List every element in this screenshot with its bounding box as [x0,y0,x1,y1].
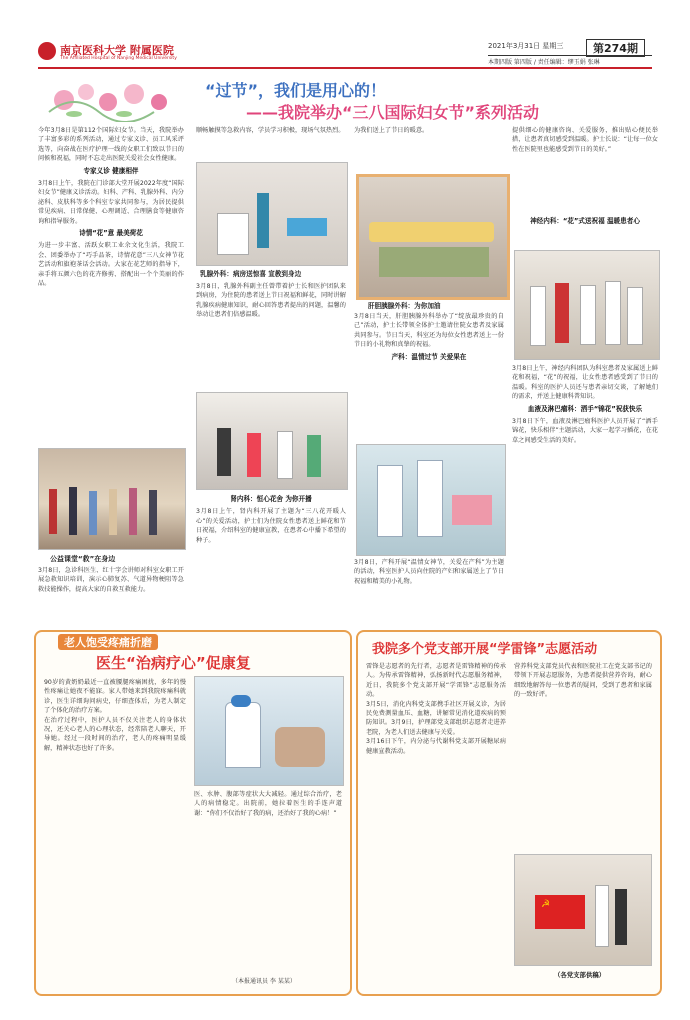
article-col2-lower [196,492,346,626]
masthead [38,40,652,66]
subheading-neurology-wrap [512,214,658,238]
box-left-col1 [44,678,186,988]
article-col3 [354,312,504,422]
subheading-flowers: 诗情“花”意 最美荷花 [79,229,143,238]
article-col1-lower [38,566,184,626]
box-right-col2 [514,662,652,850]
subheading-clinic: 专家义诊 健康相伴 [83,166,139,175]
logo-text: 南京医科大学 附属医院 [60,44,174,57]
caption-first-aid: 公益课堂“救”在身边 [50,555,116,563]
photo-hepatobiliary [356,174,510,300]
subheading-obstetrics: 产科：温情过节 关爱果在 [391,352,467,361]
headline-line2: ——我院举办“三八国际妇女节”系列活动 [246,103,540,122]
editor-line: 本期四版 第四版 / 责任编辑：缪玉娟 张琳 [488,55,652,66]
caption-hepatobiliary: 肝胆胰腺外科：为你加油 [368,302,441,310]
obstetrics-text: 3月8日，产科开展“温情女神节，关爱在产科”为主题的活动，科室医护人员向住院的产妇和家属送上了节日祝福和精美的小礼物。 [354,559,504,585]
neurology-text: 3月8日上午，神经内科团队为科室患者及家属送上鲜花和祝福，“花”的祝福，让女性患者感受到了节日的温暖。科室的医护人员还与患者亲切交谈，了解她们的需求，并送上健康科普知识。 [512,365,658,401]
box-lei-feng [356,630,662,996]
photo-neurology [514,250,660,360]
box-left-text3: 医、水肿、腹部等症状大大减轻。通过综合治疗，老人的病情稳定。出院前，她拉着医生的手连声道谢：“你们不仅治好了我的病，还治好了我的心病！” [194,791,342,817]
article-col4-top [512,126,658,212]
box-right-text4: 营养科党支部党员代表和医院社工在党支部书记的带领下开展志愿服务，为患者提供营养咨询，耐心细致地解答每一位患者的疑问，受到了患者和家属的一致好评。 [514,663,652,699]
subheading-nephrology: 肾内科：恒心花舍 为你开播 [230,495,312,503]
issue-number: 第274期 [586,39,645,57]
article-col2-top [196,126,346,162]
flower-decoration [44,72,184,122]
article-col3-top [354,126,504,168]
box-left-title-small: 老人饱受疼痛折磨 [58,634,158,650]
photo-pain-clinic [194,676,344,786]
subheading-neurology: 神经内科：“花”式送祝福 温暖患者心 [530,217,640,225]
col2-lead: 顺畅触摸等急救内容，学员学习积极，现场气氛热烈。 [196,127,345,134]
issue-date: 2021年3月31日 星期三 [488,42,564,50]
caption-breast-surgery: 乳腺外科：病房送惊喜 宣教到身边 [200,270,302,278]
hepatobiliary-text: 3月8日当天，肝胆胰腺外科举办了“绽放最珍贵的自己”活动，护士长带领全体护士邀请住院女患者及家属共同参与。节日当天，科室还为每位女性患者送上一份节日的小礼物和真挚的祝福。 [354,313,504,349]
nephrology-text: 3月8日上午，肾内科开展了主题为“三八花开暖人心”的关爱活动，护士们为住院女性患者送上鲜花和节日祝福，介绍科室的健康宣教，在患者心中播下希望的种子。 [196,508,346,544]
article-col4 [512,364,658,626]
col4-lead: 提供细心的健康咨询、关爱服务，推出贴心便民举措，让患者真切感受到温暖。护士长说：“让每一位女性在医院里也能感受到节日的美好。” [512,127,658,153]
subheading-hematology: 血液及淋巴瘤科：洒手“锦花”祝获快乐 [527,404,643,413]
box-right-title: 我院多个党支部开展“学雷锋”志愿活动 [372,642,598,657]
box-right-col1 [366,662,506,988]
box-elderly-pain [34,630,352,996]
box-left-title-big: 医生“治病疗心”促康复 [96,654,251,672]
box-left-col2 [194,790,342,976]
clinic-text: 3月8日上午，我院在门诊部大堂开展2022年度“国际妇女节”健康义诊活动。妇科、产科、乳腺外科、内分泌科、皮肤科等多个科室专家共同参与，为居民提供常见疾病、日常保健、心理调适、合理膳食等健康咨询和指导服务。 [38,180,184,225]
first-aid-text: 3月8日，急诊科医生、红十字会讲师对科室女职工开展急救知识培训，演示心肺复苏、气道异物梗阻等急救技能操作，提高大家的自救互救能力。 [38,567,184,593]
photo-ward-visit [196,162,348,266]
box-right-text3: 3月16日下午，内分泌与代谢科党支部开展糖尿病健康宣教活动。 [366,738,506,755]
article-col1 [38,126,184,441]
logo-icon [38,42,56,60]
logo-subtitle: The Affiliated Hospital of Nanjing Medical University [60,56,177,61]
photo-qipao-event [38,448,186,550]
flowers-text: 为进一步丰富、活跃女职工业余文化生活，我院工会、团委举办了“巧手品茶，诗情花意”三八女神节花艺活动和旗袍茶话会活动。大家在花艺师的指导下，亲手将五颜六色的花卉修剪、搭配出一个个美丽的作品。 [38,242,184,288]
article-col3-lower [354,558,504,626]
photo-party-volunteers: ☭ [514,854,652,966]
hematology-text: 3月8日下午，血液及淋巴瘤科医护人员开展了“洒手锦花，快乐相伴”主题活动，大家一起学习插花，在花草之间感受生活的美好。 [512,418,658,444]
col3-lead: 为我们送上了节日的暖意。 [354,127,429,134]
article-col2 [196,282,346,390]
intro-text: 今年3月8日是第112个国际妇女节。当天，我院举办了丰富多彩的系列活动，通过专家义诊、员工风采评选等，向奋战在医疗护理一线的女职工们致以节日的问候和祝福，同时不忘走出医院关爱社会女性健康。 [38,127,184,163]
box-right-text1: 雷锋是志愿者的先行者，志愿者是雷锋精神的传承人。为传承雷锋精神，弘扬新时代志愿服务精神，近日，我院多个党支部开展“学雷锋”志愿服务活动。 [366,663,506,699]
box-left-text2: 在治疗过程中，医护人员不仅关注老人的身体状况，还关心老人的心理状态，经常陪老人聊天，开导她。经过一段时间的治疗，老人的疼痛明显缓解，精神状态也好了许多。 [44,716,186,752]
photo-obstetrics [356,444,506,556]
masthead-rule [38,67,652,69]
photo-nephrology [196,392,348,490]
box-right-text2: 3月5日，消化内科党支部携手社区开展义诊，为居民免费测量血压、血糖，讲解常见消化道疾病的预防知识。3月9日，护理部党支部组织志愿者走进养老院，为老人们送去健康与关爱。 [366,700,506,736]
box-right-photo-caption: （各党支部供稿） [554,971,606,979]
breast-text: 3月8日，乳腺外科副主任曾带着护士长和医护团队来到病房，为住院的患者送上节日祝福和鲜花，同时讲解乳腺疾病健康知识，耐心回答患者提出的问题，温馨的举动让患者们倍感温暖。 [196,283,346,319]
box-left-text1: 90岁的黄奶奶最近一直被腰腿疼痛困扰，多年的慢性疼痛让她夜不能寐。家人带她来到我院疼痛科就诊，医生详细询问病史，仔细查体后，为老人制定了个体化的治疗方案。 [44,679,186,715]
headline-line1: “过节”，我们是用心的！ [205,81,387,100]
box-left-author: （本报通讯员 李 某某） [232,978,296,985]
